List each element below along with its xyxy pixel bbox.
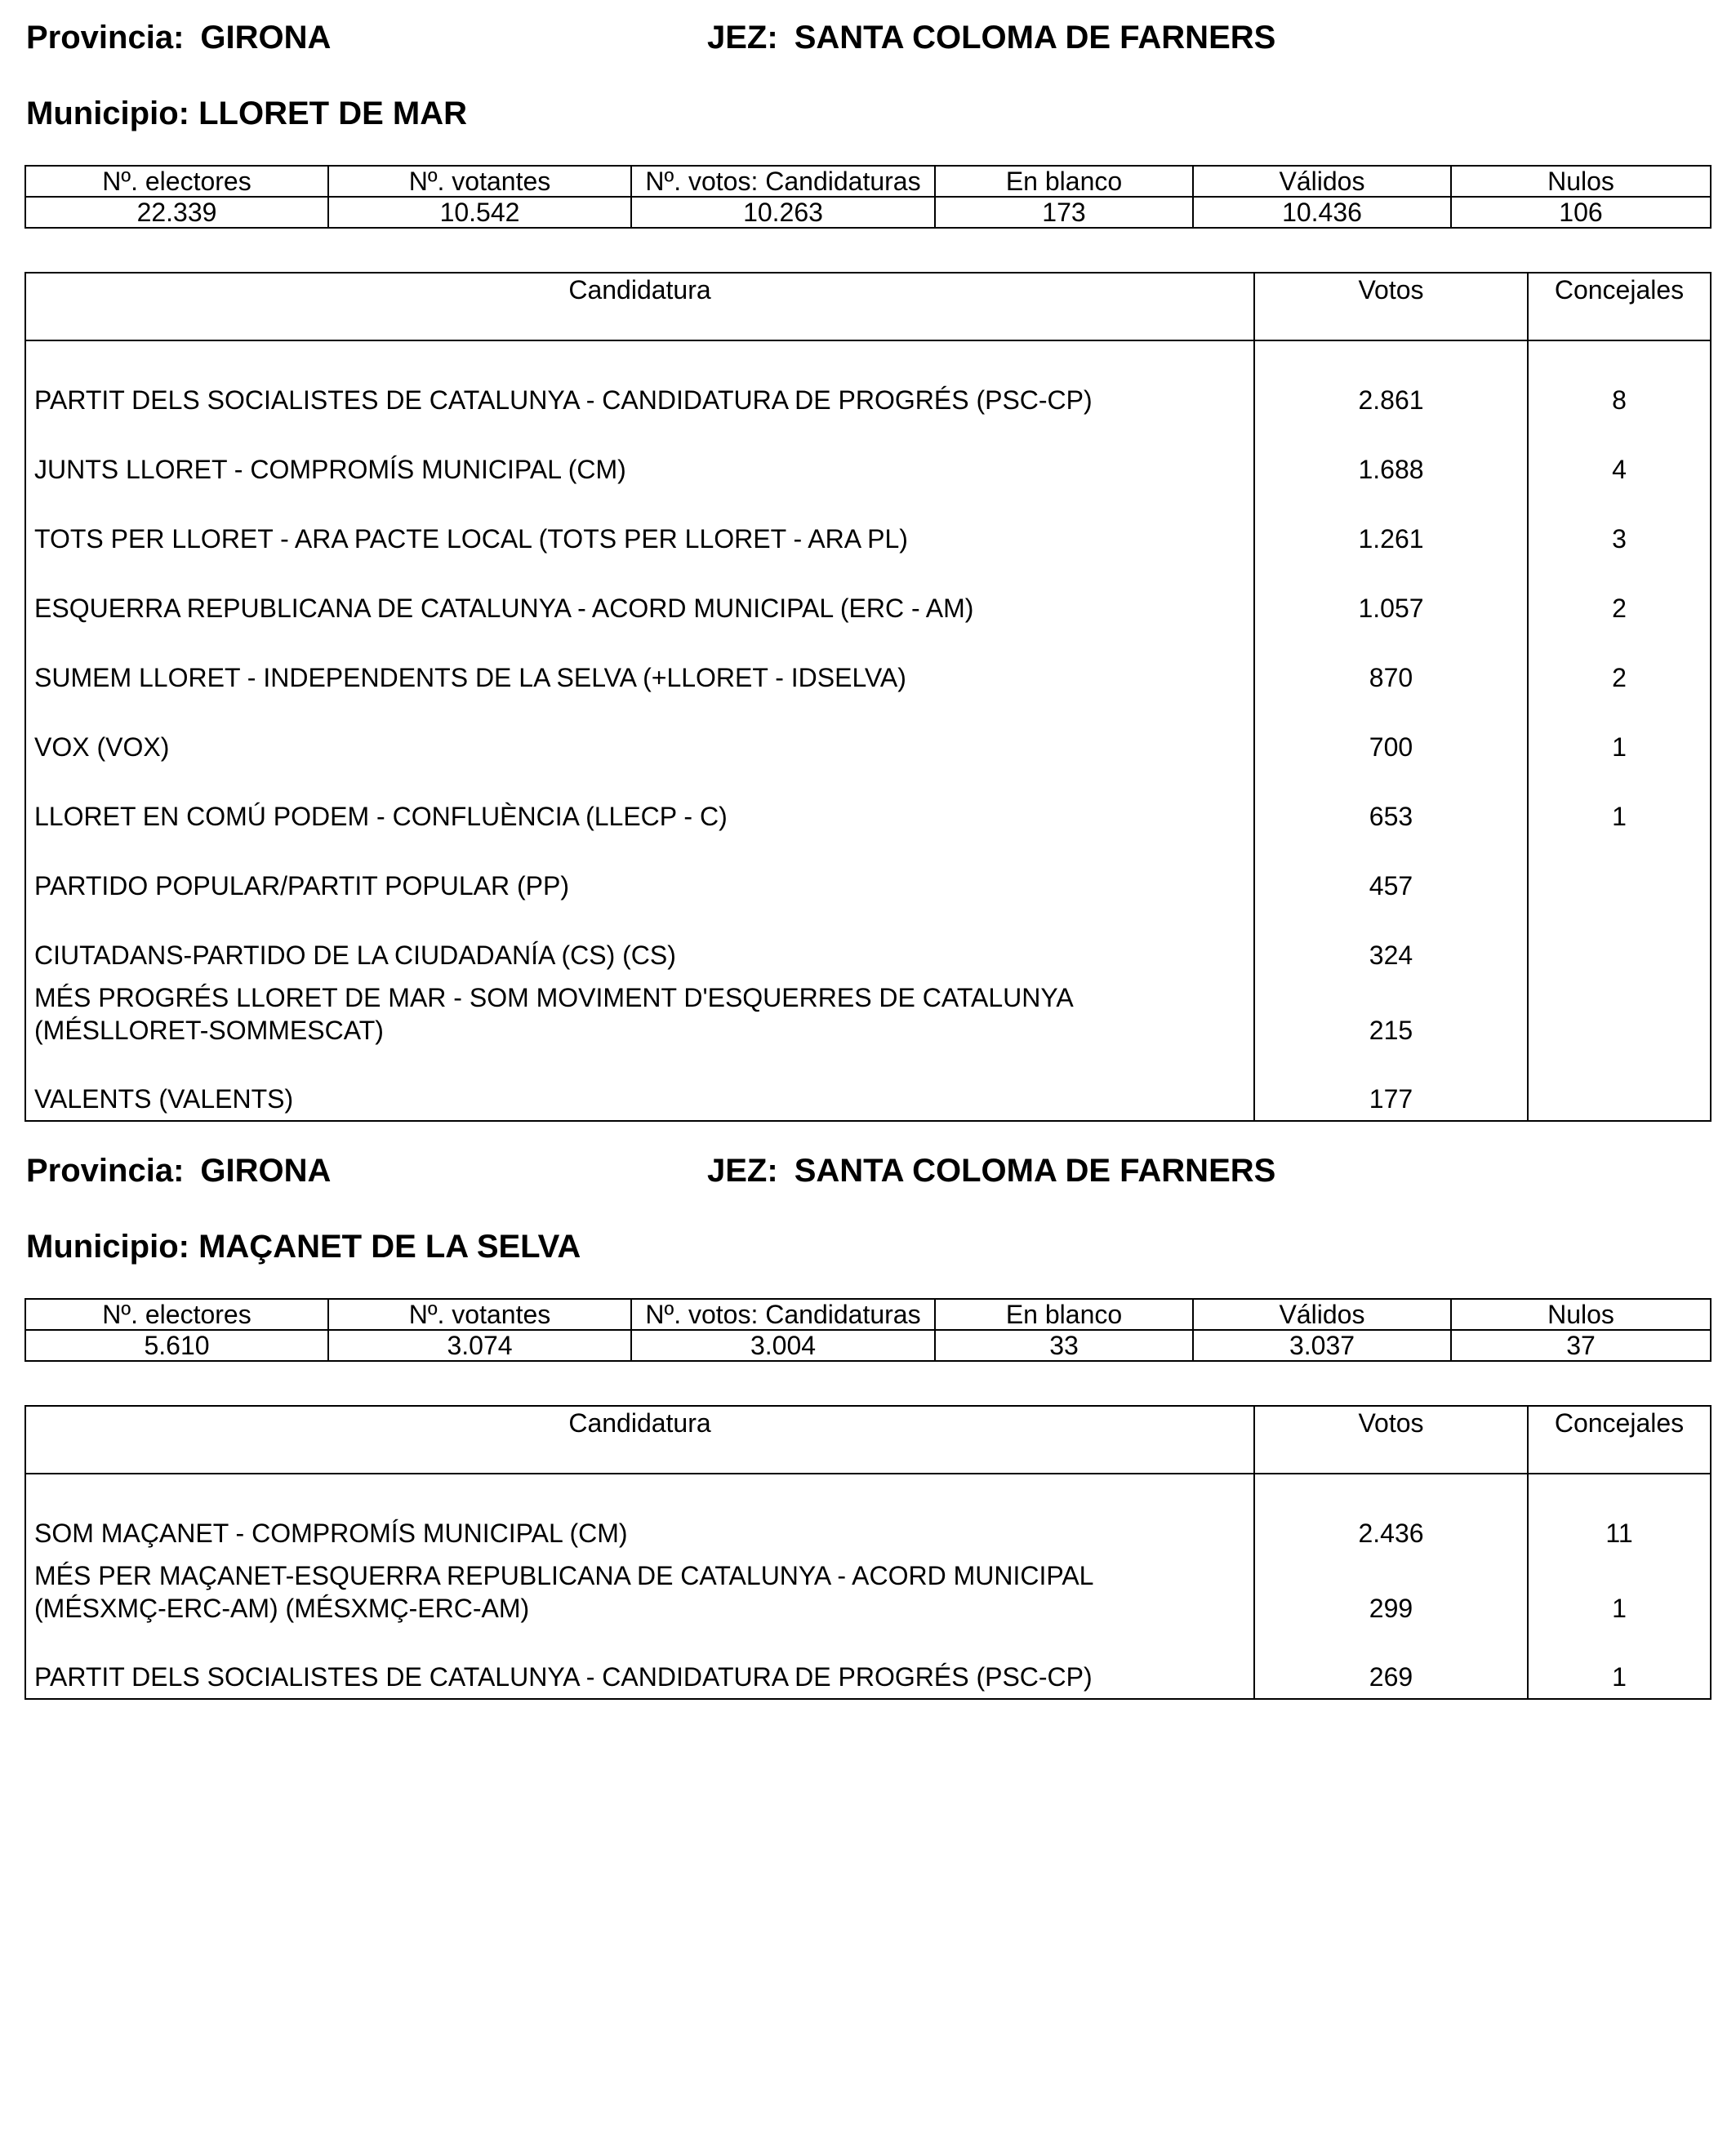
table-row [25, 1052, 1711, 1121]
summary-table [24, 165, 1712, 229]
header-concejales: Concejales [1528, 1406, 1711, 1474]
candidatura-name: ESQUERRA REPUBLICANA DE CATALUNYA - ACORD MUNICIPAL (ERC - AM) [25, 560, 1254, 629]
candidatura-name: PARTIDO POPULAR/PARTIT POPULAR (PP) [25, 838, 1254, 907]
header-en-blanco: En blanco [935, 166, 1193, 197]
value-nulos: 106 [1451, 197, 1711, 228]
table-row [25, 699, 1711, 768]
candidatura-name: TOTS PER LLORET - ARA PACTE LOCAL (TOTS PER LLORET - ARA PL) [25, 491, 1254, 560]
value-en-blanco: 173 [935, 197, 1193, 228]
header-validos: Válidos [1193, 1299, 1451, 1330]
provincia-value: GIRONA [200, 1153, 332, 1189]
provincia-line [26, 1151, 331, 1190]
header-candidatura: Candidatura [25, 1406, 1254, 1474]
municipio-value: LLORET DE MAR [198, 96, 467, 131]
table-row [25, 491, 1711, 560]
table-row [25, 1554, 1711, 1630]
value-electores: 5.610 [25, 1330, 328, 1361]
table-row [25, 629, 1711, 699]
header-electores: Nº. electores [25, 166, 328, 197]
candidatura-name: SUMEM LLORET - INDEPENDENTS DE LA SELVA (+LLORET - IDSELVA) [25, 629, 1254, 699]
summary-value-row [25, 1330, 1711, 1361]
candidatura-seats: 1 [1528, 1630, 1711, 1699]
candidatura-name: LLORET EN COMÚ PODEM - CONFLUÈNCIA (LLECP - C) [25, 768, 1254, 838]
summary-value-row [25, 197, 1711, 228]
candidatura-seats: 1 [1528, 768, 1711, 838]
header-votos: Votos [1254, 273, 1528, 340]
candidatura-seats [1528, 976, 1711, 1052]
provincia-label: Provincia: [26, 20, 185, 56]
header-validos: Válidos [1193, 166, 1451, 197]
header-nulos: Nulos [1451, 1299, 1711, 1330]
table-row [25, 907, 1711, 976]
candidatura-name: PARTIT DELS SOCIALISTES DE CATALUNYA - CANDIDATURA DE PROGRÉS (PSC-CP) [25, 340, 1254, 421]
summary-header-row [25, 1299, 1711, 1330]
candidatura-seats: 1 [1528, 699, 1711, 768]
candidatura-seats: 1 [1528, 1554, 1711, 1630]
results-header-row [25, 273, 1711, 340]
provincia-value: GIRONA [200, 20, 332, 56]
candidatura-seats: 4 [1528, 421, 1711, 491]
header-electores: Nº. electores [25, 1299, 328, 1330]
candidatura-seats [1528, 907, 1711, 976]
header-votos-candidaturas: Nº. votos: Candidaturas [631, 1299, 935, 1330]
candidatura-seats: 2 [1528, 560, 1711, 629]
header-concejales: Concejales [1528, 273, 1711, 340]
candidatura-name: VOX (VOX) [25, 699, 1254, 768]
table-row [25, 1630, 1711, 1699]
table-row [25, 768, 1711, 838]
jez-line [707, 18, 1275, 57]
candidatura-name: CIUTADANS-PARTIDO DE LA CIUDADANÍA (CS) (CS) [25, 907, 1254, 976]
summary-header-row [25, 166, 1711, 197]
value-validos: 10.436 [1193, 197, 1451, 228]
candidatura-seats [1528, 1052, 1711, 1121]
summary-table [24, 1298, 1712, 1362]
header-votos: Votos [1254, 1406, 1528, 1474]
jez-label: JEZ: [707, 1153, 778, 1189]
table-row [25, 560, 1711, 629]
candidatura-name: PARTIT DELS SOCIALISTES DE CATALUNYA - CANDIDATURA DE PROGRÉS (PSC-CP) [25, 1630, 1254, 1699]
value-votantes: 10.542 [328, 197, 631, 228]
municipio-line [26, 94, 467, 133]
jez-value: SANTA COLOMA DE FARNERS [794, 20, 1276, 56]
table-row [25, 976, 1711, 1052]
candidatura-name: MÉS PROGRÉS LLORET DE MAR - SOM MOVIMENT D'ESQUERRES DE CATALUNYA (MÉSLLORET-SOMMESCAT) [25, 976, 1254, 1052]
table-row [25, 838, 1711, 907]
jez-line [707, 1151, 1275, 1190]
candidatura-seats: 8 [1528, 340, 1711, 421]
table-row [25, 340, 1711, 421]
candidatura-votes: 324 [1254, 907, 1528, 976]
candidatura-seats: 3 [1528, 491, 1711, 560]
candidatura-votes: 1.057 [1254, 560, 1528, 629]
municipio-label: Municipio: [26, 1229, 189, 1265]
header-candidatura: Candidatura [25, 273, 1254, 340]
provincia-label: Provincia: [26, 1153, 185, 1189]
value-votos-candidaturas: 3.004 [631, 1330, 935, 1361]
candidatura-seats: 11 [1528, 1474, 1711, 1554]
value-en-blanco: 33 [935, 1330, 1193, 1361]
candidatura-votes: 299 [1254, 1554, 1528, 1630]
provincia-line [26, 18, 331, 57]
candidatura-votes: 870 [1254, 629, 1528, 699]
results-header-row [25, 1406, 1711, 1474]
jez-label: JEZ: [707, 20, 778, 56]
table-row [25, 421, 1711, 491]
jez-value: SANTA COLOMA DE FARNERS [794, 1153, 1276, 1189]
candidatura-votes: 1.688 [1254, 421, 1528, 491]
candidatura-name: VALENTS (VALENTS) [25, 1052, 1254, 1121]
header-en-blanco: En blanco [935, 1299, 1193, 1330]
table-row [25, 1474, 1711, 1554]
value-votantes: 3.074 [328, 1330, 631, 1361]
candidatura-votes: 2.861 [1254, 340, 1528, 421]
header-nulos: Nulos [1451, 166, 1711, 197]
candidatura-name: SOM MAÇANET - COMPROMÍS MUNICIPAL (CM) [25, 1474, 1254, 1554]
value-electores: 22.339 [25, 197, 328, 228]
value-nulos: 37 [1451, 1330, 1711, 1361]
results-table [24, 1405, 1712, 1700]
candidatura-votes: 269 [1254, 1630, 1528, 1699]
header-votantes: Nº. votantes [328, 166, 631, 197]
value-validos: 3.037 [1193, 1330, 1451, 1361]
candidatura-name: MÉS PER MAÇANET-ESQUERRA REPUBLICANA DE CATALUNYA - ACORD MUNICIPAL (MÉSXMÇ-ERC-AM) (MÉSXMÇ-ERC-AM) [25, 1554, 1254, 1630]
candidatura-votes: 177 [1254, 1052, 1528, 1121]
candidatura-name: JUNTS LLORET - COMPROMÍS MUNICIPAL (CM) [25, 421, 1254, 491]
candidatura-seats: 2 [1528, 629, 1711, 699]
candidatura-votes: 1.261 [1254, 491, 1528, 560]
candidatura-votes: 2.436 [1254, 1474, 1528, 1554]
header-votos-candidaturas: Nº. votos: Candidaturas [631, 166, 935, 197]
candidatura-seats [1528, 838, 1711, 907]
header-votantes: Nº. votantes [328, 1299, 631, 1330]
municipio-line [26, 1227, 581, 1266]
candidatura-votes: 700 [1254, 699, 1528, 768]
value-votos-candidaturas: 10.263 [631, 197, 935, 228]
municipio-value: MAÇANET DE LA SELVA [198, 1229, 581, 1265]
results-table [24, 272, 1712, 1122]
municipio-label: Municipio: [26, 96, 189, 131]
candidatura-votes: 457 [1254, 838, 1528, 907]
candidatura-votes: 653 [1254, 768, 1528, 838]
candidatura-votes: 215 [1254, 976, 1528, 1052]
